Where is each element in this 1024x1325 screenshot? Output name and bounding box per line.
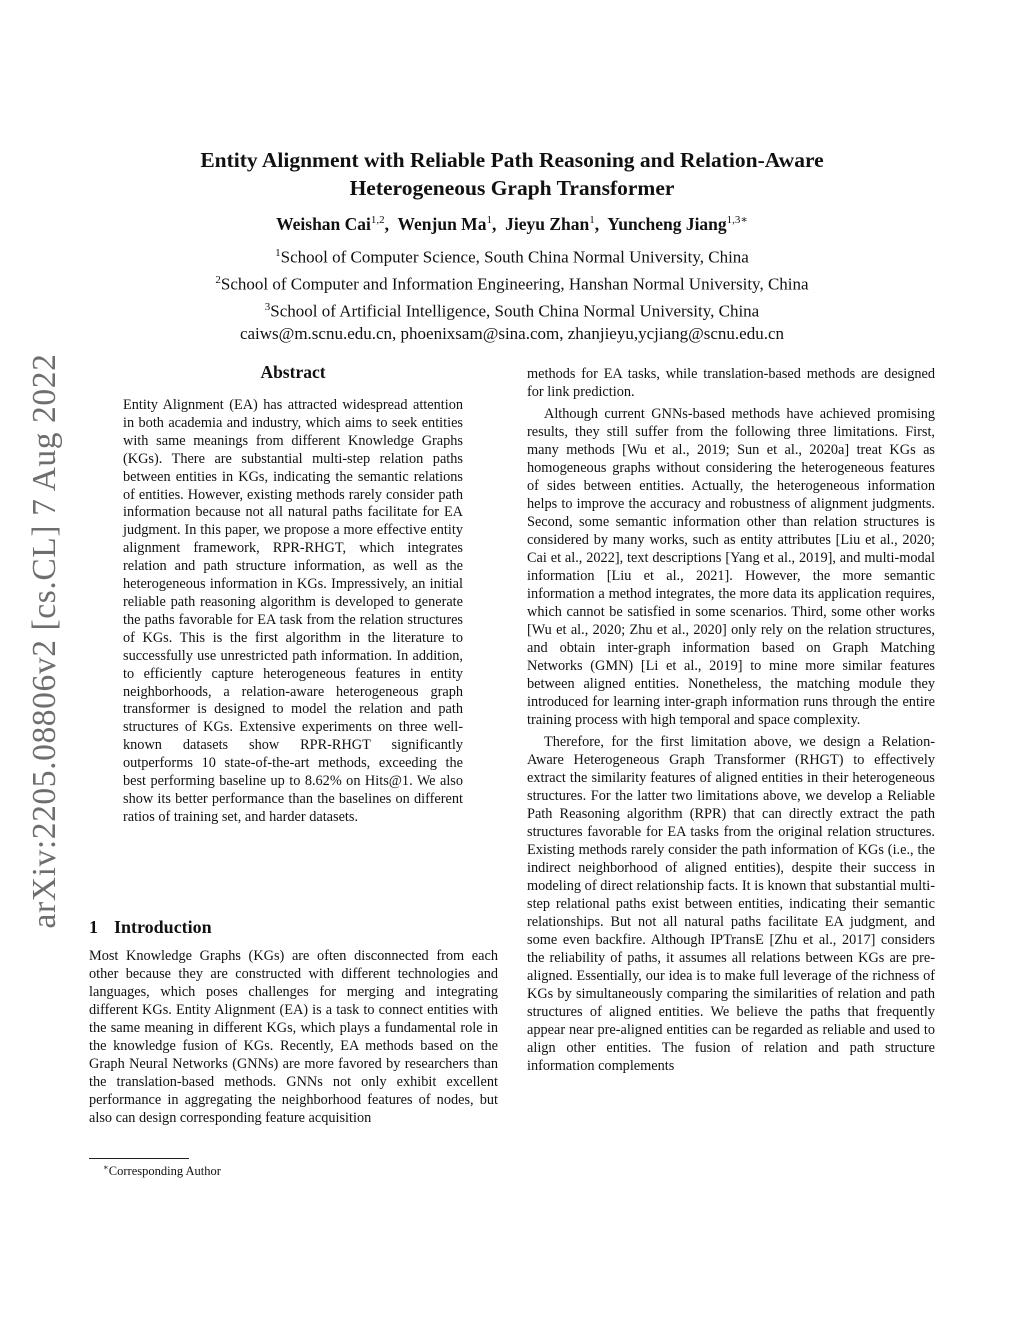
section-title: Introduction bbox=[114, 917, 212, 937]
paragraph: Most Knowledge Graphs (KGs) are often disconnected from each other because they are constructed with different technologies and languages, which poses challenges for merging and integrating different KGs. Entity Alignment (EA) is a task to connect entities with the same meaning in different KGs, which plays a fundamental role in the knowledge fusion of KGs. Recently, EA methods based on the Graph Neural Networks (GNNs) are more favored by researchers than the translation-based methods. GNNs not only exhibit excellent performance in aggregating the neighborhood features of nodes, but also can design corresponding feature acquisition bbox=[89, 948, 498, 1126]
paragraph: Therefore, for the first limitation above, we design a Relation-Aware Heterogeneous Graph Transformer (RHGT) to effectively extract the similarity features of aligned entities in their heterogeneous structures. For the latter two limitations above, we develop a Reliable Path Reasoning algorithm (RPR) that can directly extract the path structures favorable for EA tasks from the original relation structures. Existing methods rarely consider the path information of KGs (i.e., the indirect neighborhood of aligned entities), despite their success in modeling of direct relationship facts. It is known that substantial multi-step relational paths exist between entities, indicating their semantic relationships. But not all natural paths facilitate EA judgment, and some even backfire. Although IPTransE [Zhu et al., 2017] considers the reliability of paths, it assumes all relations between KGs are pre-aligned. Essentially, our idea is to make full leverage of the richness of KGs by simultaneously comparing the similarities of relation and path structures of aligned entities. We believe the paths that frequently appear near pre-aligned entities can be regarded as reliable and used to align other entities. The fusion of relation and path structure information complements bbox=[527, 734, 935, 1074]
abstract-text: Entity Alignment (EA) has attracted widespread attention in both academia and industry, which aims to seek entities with same meanings from different Knowledge Graphs (KGs). There are substantial multi-step relation paths between entities in KGs, indicating the semantic relations of entities. However, existing methods rarely consider path information because not all natural paths facilitate for EA judgment. In this paper, we propose a more effective entity alignment framework, RPR-RHGT, which integrates relation and path structure information, as well as the heterogeneous information in KGs. Impressively, an initial reliable path reasoning algorithm is developed to generate the paths favorable for EA task from the relation structures of KGs. This is the first algorithm in the literature to successfully use unrestricted path information. In addition, to efficiently capture heterogeneous features in entity neighborhoods, a relation-aware heterogeneous graph transformer is designed to model the relation and path structures of KGs. Extensive experiments on three well-known datasets show RPR-RHGT significantly outperforms 10 state-of-the-art methods, exceeding the best performing baseline up to 8.62% on Hits@1. We also show its better performance than the baselines on different ratios of training set, and harder datasets. bbox=[123, 397, 463, 825]
section-number: 1 bbox=[89, 917, 98, 937]
arxiv-sidebar bbox=[14, 348, 76, 933]
title-line-1: Entity Alignment with Reliable Path Reasoning and Relation-Aware bbox=[200, 148, 824, 172]
affiliation-block bbox=[100, 242, 924, 346]
abstract-body bbox=[123, 397, 463, 827]
author-affiliation-mark: 1 bbox=[589, 214, 595, 226]
author-name: Wenjun Ma bbox=[397, 213, 487, 234]
right-column bbox=[527, 365, 935, 1075]
footnote-rule bbox=[89, 1158, 189, 1159]
author-name: Jieyu Zhan bbox=[505, 213, 590, 234]
affiliation-line: $^2$School of Computer and Information Engineering, Hanshan Normal University, China bbox=[215, 274, 809, 294]
footnote-text: Corresponding Author bbox=[108, 1164, 221, 1179]
author-name: Yuncheng Jiang bbox=[607, 213, 727, 234]
affiliation-line: $^1$School of Computer Science, South China Normal University, China bbox=[275, 247, 749, 267]
author-affiliation-mark: 1,2 bbox=[370, 214, 385, 226]
author-list: Weishan Cai$^{1,2}$, Wenjun Ma$^1$, Jieyu Zhan$^1$, Yuncheng Jiang$^{1,3∗}$ bbox=[276, 213, 748, 234]
author-emails: caiws@m.scnu.edu.cn, phoenixsam@sina.com, zhanjieyu,ycjiang@scnu.edu.cn bbox=[239, 324, 785, 344]
footnote-mark: ∗ bbox=[103, 1162, 109, 1172]
paragraph: Although current GNNs-based methods have achieved promising results, they still suffer from the following three limitations. First, many methods [Wu et al., 2019; Sun et al., 2020a] treat KGs as homogeneous graphs without considering the heterogeneous features of sides between entities. Actually, the heterogeneous information helps to improve the accuracy and robustness of alignment judgments. Second, some semantic information other than relation structures is considered by many works, such as entity attributes [Liu et al., 2020; Cai et al., 2022], text descriptions [Yang et al., 2019], and multi-modal information [Liu et al., 2021]. However, the more semantic information a method integrates, the more data its application requires, which cannot be satisfied in some scenarios. Third, some other works [Wu et al., 2020; Zhu et al., 2020] only rely on the relation structures, and obtain inter-graph information based on Graph Matching Networks (GMN) [Li et al., 2019] to mine more similar features between aligned entities. Nonetheless, the matching module they introduced for learning inter-graph information runs through the entire training process with high temporal and space complexity. bbox=[527, 406, 935, 728]
paper-title bbox=[120, 146, 904, 202]
paragraph: methods for EA tasks, while translation-based methods are designed for link prediction. bbox=[527, 366, 935, 400]
author-affiliation-mark: 1,3∗ bbox=[726, 214, 748, 226]
footnote bbox=[103, 1162, 221, 1179]
title-line-2: Heterogeneous Graph Transformer bbox=[349, 176, 675, 200]
arxiv-identifier: arXiv:2205.08806v2 [cs.CL] 7 Aug 2022 bbox=[26, 353, 63, 928]
affiliation-line: $^3$School of Artificial Intelligence, South China Normal University, China bbox=[264, 301, 760, 321]
author-name: Weishan Cai bbox=[276, 213, 371, 234]
abstract-heading: Abstract bbox=[260, 362, 326, 382]
author-affiliation-mark: 1 bbox=[486, 214, 492, 226]
introduction-body bbox=[89, 947, 498, 1127]
section-heading-introduction bbox=[89, 917, 212, 938]
